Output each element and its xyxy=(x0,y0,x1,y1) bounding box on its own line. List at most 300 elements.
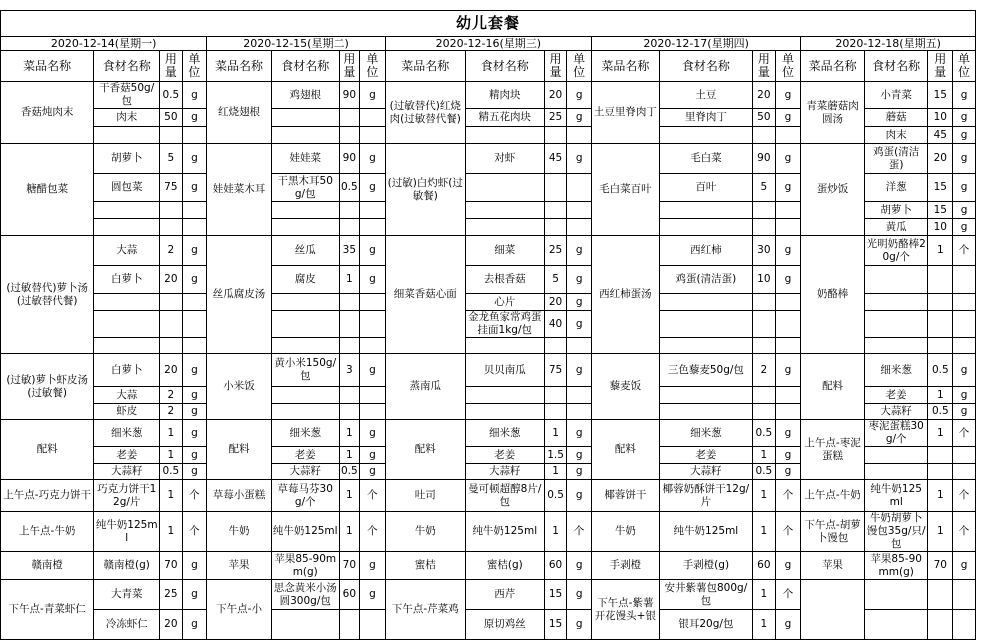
dish-name[interactable]: 配料 xyxy=(1,420,94,480)
ingredient-qty[interactable] xyxy=(753,387,776,404)
ingredient-name[interactable]: 鸡蛋(清洁蛋) xyxy=(864,144,928,174)
ingredient-qty[interactable]: 5 xyxy=(544,266,567,294)
ingredient-unit[interactable] xyxy=(360,610,386,640)
ingredient-name[interactable]: 黄小米150g/包 xyxy=(271,354,339,387)
ingredient-qty[interactable] xyxy=(160,311,183,338)
ingredient-unit[interactable] xyxy=(360,294,386,311)
ingredient-unit[interactable]: 个 xyxy=(182,480,207,512)
ingredient-qty[interactable]: 1 xyxy=(544,464,567,480)
ingredient-name[interactable]: 金龙鱼家常鸡蛋挂面1kg/包 xyxy=(465,311,544,338)
ingredient-qty[interactable] xyxy=(928,447,953,464)
day-date[interactable]: 2020-12-14(星期一) xyxy=(1,37,207,51)
ingredient-name[interactable]: 老姜 xyxy=(271,447,339,464)
ingredient-qty[interactable]: 0.5 xyxy=(339,174,360,202)
ingredient-qty[interactable] xyxy=(753,294,776,311)
dish-name[interactable]: 牛奶 xyxy=(385,512,465,552)
ingredient-unit[interactable] xyxy=(567,219,592,236)
ingredient-name[interactable]: 细米葱 xyxy=(465,420,544,447)
ingredient-qty[interactable]: 15 xyxy=(928,202,953,219)
ingredient-name[interactable] xyxy=(94,219,160,236)
ingredient-name[interactable]: 毛白菜 xyxy=(659,144,752,174)
ingredient-name[interactable] xyxy=(465,387,544,404)
ingredient-unit[interactable] xyxy=(360,109,386,127)
ingredient-unit[interactable]: g xyxy=(182,82,207,109)
ingredient-unit[interactable]: g xyxy=(775,354,801,387)
ingredient-name[interactable]: 细米葱 xyxy=(659,420,752,447)
dish-name[interactable]: 下午点-紫薯开花馒头+银 xyxy=(591,580,659,640)
ingredient-name[interactable]: 细米葱 xyxy=(94,420,160,447)
header-ingredient[interactable]: 食材名称 xyxy=(659,51,752,82)
ingredient-qty[interactable]: 35 xyxy=(339,236,360,266)
dish-name[interactable]: 毛白菜百叶 xyxy=(591,144,659,236)
ingredient-name[interactable] xyxy=(864,311,928,338)
ingredient-name[interactable] xyxy=(465,219,544,236)
ingredient-name[interactable]: 冷冻虾仁 xyxy=(94,610,160,640)
dish-name[interactable]: 红烧翅根 xyxy=(207,82,272,144)
dish-name[interactable]: 丝瓜腐皮汤 xyxy=(207,236,272,354)
dish-name[interactable]: 吐司 xyxy=(385,480,465,512)
ingredient-unit[interactable]: g xyxy=(567,580,592,610)
ingredient-qty[interactable]: 70 xyxy=(160,552,183,580)
dish-name[interactable]: (过敏)白灼虾(过敏餐) xyxy=(385,144,465,236)
ingredient-name[interactable]: 黄瓜 xyxy=(864,219,928,236)
header-qty[interactable]: 用量 xyxy=(928,51,953,82)
ingredient-name[interactable]: 大蒜籽 xyxy=(864,404,928,420)
ingredient-qty[interactable] xyxy=(544,219,567,236)
ingredient-unit[interactable] xyxy=(567,404,592,420)
ingredient-name[interactable]: 老姜 xyxy=(659,447,752,464)
ingredient-name[interactable]: 鸡翅根 xyxy=(271,82,339,109)
ingredient-qty[interactable]: 0.5 xyxy=(160,464,183,480)
ingredient-unit[interactable]: g xyxy=(567,294,592,311)
ingredient-name[interactable]: 干黑木耳50g/包 xyxy=(271,174,339,202)
ingredient-qty[interactable]: 70 xyxy=(339,552,360,580)
ingredient-qty[interactable]: 5 xyxy=(160,144,183,174)
ingredient-unit[interactable]: g xyxy=(567,109,592,127)
dish-name[interactable]: (过敏替代)萝卜汤(过敏替代餐) xyxy=(1,236,94,354)
dish-name[interactable]: 上午点-牛奶 xyxy=(801,480,865,512)
ingredient-qty[interactable]: 60 xyxy=(753,552,776,580)
ingredient-name[interactable] xyxy=(864,580,928,610)
ingredient-name[interactable]: 安井紫薯包800g/包 xyxy=(659,580,752,610)
ingredient-unit[interactable]: g xyxy=(567,311,592,338)
ingredient-qty[interactable]: 5 xyxy=(753,174,776,202)
ingredient-name[interactable]: 肉末 xyxy=(94,109,160,127)
ingredient-unit[interactable]: g xyxy=(775,552,801,580)
ingredient-unit[interactable]: g xyxy=(953,127,976,144)
ingredient-name[interactable] xyxy=(864,464,928,480)
ingredient-name[interactable]: 赣南橙(g) xyxy=(94,552,160,580)
dish-name[interactable]: 西红柿蛋汤 xyxy=(591,236,659,354)
ingredient-unit[interactable] xyxy=(775,219,801,236)
ingredient-qty[interactable]: 1 xyxy=(753,512,776,552)
ingredient-unit[interactable] xyxy=(775,387,801,404)
ingredient-qty[interactable]: 1 xyxy=(160,480,183,512)
ingredient-qty[interactable] xyxy=(544,338,567,354)
dish-name[interactable]: 牛奶 xyxy=(591,512,659,552)
ingredient-name[interactable]: 胡萝卜 xyxy=(94,144,160,174)
ingredient-name[interactable] xyxy=(864,447,928,464)
header-unit[interactable]: 单位 xyxy=(953,51,976,82)
ingredient-unit[interactable] xyxy=(953,338,976,354)
ingredient-name[interactable]: 大青菜 xyxy=(94,580,160,610)
ingredient-qty[interactable]: 1 xyxy=(160,447,183,464)
ingredient-name[interactable]: 大蒜籽 xyxy=(94,464,160,480)
ingredient-qty[interactable]: 15 xyxy=(544,610,567,640)
header-unit[interactable]: 单位 xyxy=(567,51,592,82)
ingredient-unit[interactable]: g xyxy=(567,266,592,294)
ingredient-unit[interactable] xyxy=(953,610,976,640)
ingredient-qty[interactable]: 15 xyxy=(544,580,567,610)
ingredient-name[interactable] xyxy=(864,294,928,311)
ingredient-qty[interactable]: 1 xyxy=(544,512,567,552)
ingredient-name[interactable] xyxy=(271,338,339,354)
ingredient-unit[interactable] xyxy=(360,219,386,236)
ingredient-unit[interactable]: g xyxy=(182,354,207,387)
header-qty[interactable]: 用量 xyxy=(544,51,567,82)
ingredient-name[interactable] xyxy=(271,294,339,311)
ingredient-unit[interactable]: g xyxy=(953,404,976,420)
ingredient-qty[interactable]: 60 xyxy=(339,580,360,610)
dish-name[interactable]: 细菜香菇心面 xyxy=(385,236,465,354)
ingredient-unit[interactable]: g xyxy=(775,420,801,447)
ingredient-name[interactable]: 西芹 xyxy=(465,580,544,610)
dish-name[interactable]: 手剥橙 xyxy=(591,552,659,580)
ingredient-unit[interactable]: g xyxy=(567,420,592,447)
ingredient-qty[interactable] xyxy=(160,294,183,311)
ingredient-name[interactable] xyxy=(659,127,752,144)
ingredient-qty[interactable] xyxy=(339,202,360,219)
ingredient-name[interactable]: 肉末 xyxy=(864,127,928,144)
ingredient-name[interactable]: 大蒜籽 xyxy=(271,464,339,480)
ingredient-unit[interactable] xyxy=(953,294,976,311)
header-ingredient[interactable]: 食材名称 xyxy=(94,51,160,82)
header-ingredient[interactable]: 食材名称 xyxy=(271,51,339,82)
ingredient-qty[interactable]: 1 xyxy=(160,512,183,552)
ingredient-qty[interactable] xyxy=(160,202,183,219)
ingredient-name[interactable]: 腐皮 xyxy=(271,266,339,294)
ingredient-unit[interactable] xyxy=(182,311,207,338)
ingredient-name[interactable] xyxy=(94,127,160,144)
ingredient-name[interactable] xyxy=(864,610,928,640)
ingredient-name[interactable] xyxy=(465,127,544,144)
ingredient-name[interactable]: 纯牛奶125ml xyxy=(864,480,928,512)
ingredient-qty[interactable]: 1 xyxy=(928,387,953,404)
ingredient-unit[interactable]: g xyxy=(360,266,386,294)
ingredient-qty[interactable]: 0.5 xyxy=(753,464,776,480)
ingredient-unit[interactable]: g xyxy=(775,236,801,266)
ingredient-qty[interactable] xyxy=(928,464,953,480)
ingredient-unit[interactable]: g xyxy=(953,387,976,404)
ingredient-name[interactable]: 对虾 xyxy=(465,144,544,174)
ingredient-unit[interactable]: 个 xyxy=(360,480,386,512)
ingredient-qty[interactable]: 1 xyxy=(928,236,953,266)
ingredient-qty[interactable]: 0.5 xyxy=(160,82,183,109)
ingredient-unit[interactable] xyxy=(182,202,207,219)
ingredient-unit[interactable]: 个 xyxy=(360,512,386,552)
dish-name[interactable]: 牛奶 xyxy=(207,512,272,552)
ingredient-unit[interactable]: g xyxy=(953,202,976,219)
ingredient-unit[interactable] xyxy=(567,202,592,219)
ingredient-name[interactable]: 大蒜籽 xyxy=(659,464,752,480)
ingredient-unit[interactable]: g xyxy=(775,266,801,294)
ingredient-name[interactable]: 光明奶酪棒20g/个 xyxy=(864,236,928,266)
ingredient-unit[interactable]: g xyxy=(182,144,207,174)
ingredient-name[interactable]: 牛奶胡萝卜馒包35g/只/包 xyxy=(864,512,928,552)
ingredient-name[interactable] xyxy=(271,311,339,338)
ingredient-qty[interactable]: 0.5 xyxy=(339,464,360,480)
ingredient-name[interactable]: 细米葱 xyxy=(864,354,928,387)
ingredient-name[interactable]: 娃娃菜 xyxy=(271,144,339,174)
dish-name[interactable]: 下午点-胡萝卜馒包 xyxy=(801,512,865,552)
ingredient-unit[interactable] xyxy=(775,127,801,144)
ingredient-qty[interactable] xyxy=(928,580,953,610)
dish-name[interactable]: 下午点-小 xyxy=(207,580,272,640)
ingredient-unit[interactable]: g xyxy=(953,144,976,174)
header-dish[interactable]: 菜品名称 xyxy=(801,51,865,82)
ingredient-name[interactable] xyxy=(465,174,544,202)
ingredient-name[interactable]: 细米葱 xyxy=(271,420,339,447)
ingredient-unit[interactable] xyxy=(953,580,976,610)
ingredient-unit[interactable]: g xyxy=(360,552,386,580)
ingredient-name[interactable]: 原切鸡丝 xyxy=(465,610,544,640)
ingredient-qty[interactable]: 1 xyxy=(928,480,953,512)
ingredient-unit[interactable]: g xyxy=(182,610,207,640)
ingredient-unit[interactable]: 个 xyxy=(775,480,801,512)
ingredient-qty[interactable]: 1 xyxy=(339,420,360,447)
ingredient-unit[interactable]: 个 xyxy=(953,236,976,266)
ingredient-name[interactable] xyxy=(94,202,160,219)
ingredient-name[interactable]: 白萝卜 xyxy=(94,266,160,294)
ingredient-qty[interactable] xyxy=(339,610,360,640)
header-unit[interactable]: 单位 xyxy=(360,51,386,82)
ingredient-unit[interactable] xyxy=(567,387,592,404)
ingredient-qty[interactable] xyxy=(339,109,360,127)
ingredient-unit[interactable] xyxy=(775,404,801,420)
ingredient-name[interactable] xyxy=(659,219,752,236)
ingredient-name[interactable]: 银耳20g/包 xyxy=(659,610,752,640)
ingredient-name[interactable]: 大蒜 xyxy=(94,387,160,404)
ingredient-qty[interactable]: 10 xyxy=(928,219,953,236)
dish-name[interactable]: 配料 xyxy=(801,354,865,420)
ingredient-name[interactable]: 白萝卜 xyxy=(94,354,160,387)
ingredient-qty[interactable]: 3 xyxy=(339,354,360,387)
ingredient-unit[interactable]: g xyxy=(182,420,207,447)
ingredient-unit[interactable] xyxy=(567,174,592,202)
ingredient-unit[interactable]: g xyxy=(567,354,592,387)
ingredient-qty[interactable]: 25 xyxy=(544,236,567,266)
ingredient-name[interactable]: 精肉块 xyxy=(465,82,544,109)
dish-name[interactable]: 椰蓉饼干 xyxy=(591,480,659,512)
header-qty[interactable]: 用量 xyxy=(753,51,776,82)
ingredient-name[interactable]: 土豆 xyxy=(659,82,752,109)
day-date[interactable]: 2020-12-18(星期五) xyxy=(801,37,976,51)
ingredient-qty[interactable] xyxy=(339,387,360,404)
ingredient-name[interactable]: 心片 xyxy=(465,294,544,311)
header-dish[interactable]: 菜品名称 xyxy=(1,51,94,82)
ingredient-qty[interactable]: 45 xyxy=(928,127,953,144)
ingredient-unit[interactable]: g xyxy=(360,354,386,387)
ingredient-qty[interactable]: 1 xyxy=(753,447,776,464)
ingredient-qty[interactable] xyxy=(339,127,360,144)
ingredient-qty[interactable]: 2 xyxy=(160,236,183,266)
ingredient-qty[interactable]: 10 xyxy=(753,266,776,294)
ingredient-name[interactable]: 里脊肉丁 xyxy=(659,109,752,127)
ingredient-name[interactable]: 鸡蛋(清洁蛋) xyxy=(659,266,752,294)
ingredient-unit[interactable]: g xyxy=(775,174,801,202)
ingredient-qty[interactable]: 20 xyxy=(928,144,953,174)
ingredient-qty[interactable] xyxy=(339,294,360,311)
ingredient-name[interactable] xyxy=(271,219,339,236)
ingredient-unit[interactable] xyxy=(360,387,386,404)
ingredient-qty[interactable] xyxy=(928,338,953,354)
ingredient-qty[interactable]: 40 xyxy=(544,311,567,338)
header-qty[interactable]: 用量 xyxy=(339,51,360,82)
ingredient-unit[interactable]: g xyxy=(182,236,207,266)
ingredient-unit[interactable]: g xyxy=(182,174,207,202)
dish-name[interactable]: 上午点-枣泥蛋糕 xyxy=(801,420,865,480)
ingredient-qty[interactable] xyxy=(339,311,360,338)
dish-name[interactable]: 奶酪棒 xyxy=(801,236,865,354)
day-date[interactable]: 2020-12-15(星期二) xyxy=(207,37,386,51)
ingredient-name[interactable]: 草莓马芬30g/个 xyxy=(271,480,339,512)
ingredient-qty[interactable] xyxy=(928,294,953,311)
ingredient-unit[interactable]: g xyxy=(360,144,386,174)
ingredient-name[interactable] xyxy=(271,109,339,127)
ingredient-name[interactable]: 纯牛奶125ml xyxy=(465,512,544,552)
ingredient-unit[interactable]: 个 xyxy=(182,512,207,552)
ingredient-unit[interactable]: g xyxy=(775,109,801,127)
ingredient-name[interactable] xyxy=(465,202,544,219)
ingredient-unit[interactable]: 个 xyxy=(953,420,976,447)
ingredient-unit[interactable] xyxy=(567,338,592,354)
ingredient-qty[interactable]: 20 xyxy=(753,82,776,109)
ingredient-qty[interactable] xyxy=(339,338,360,354)
ingredient-qty[interactable] xyxy=(544,387,567,404)
ingredient-name[interactable] xyxy=(271,404,339,420)
ingredient-unit[interactable] xyxy=(775,294,801,311)
day-date[interactable]: 2020-12-17(星期四) xyxy=(591,37,800,51)
ingredient-name[interactable] xyxy=(659,338,752,354)
ingredient-unit[interactable] xyxy=(775,202,801,219)
ingredient-name[interactable]: 大蒜籽 xyxy=(465,464,544,480)
ingredient-qty[interactable]: 20 xyxy=(160,610,183,640)
ingredient-qty[interactable]: 20 xyxy=(544,294,567,311)
ingredient-unit[interactable]: g xyxy=(182,552,207,580)
ingredient-name[interactable] xyxy=(94,311,160,338)
ingredient-unit[interactable] xyxy=(775,311,801,338)
ingredient-unit[interactable]: g xyxy=(953,174,976,202)
ingredient-unit[interactable]: g xyxy=(953,552,976,580)
ingredient-qty[interactable]: 0.5 xyxy=(753,420,776,447)
ingredient-unit[interactable]: g xyxy=(567,464,592,480)
ingredient-unit[interactable]: g xyxy=(567,610,592,640)
ingredient-qty[interactable] xyxy=(753,127,776,144)
ingredient-unit[interactable] xyxy=(182,127,207,144)
ingredient-qty[interactable] xyxy=(544,404,567,420)
ingredient-name[interactable] xyxy=(659,294,752,311)
ingredient-name[interactable]: 老姜 xyxy=(864,387,928,404)
ingredient-unit[interactable]: g xyxy=(775,464,801,480)
ingredient-name[interactable]: 纯牛奶125ml xyxy=(271,512,339,552)
header-ingredient[interactable]: 食材名称 xyxy=(465,51,544,82)
header-qty[interactable]: 用量 xyxy=(160,51,183,82)
ingredient-qty[interactable]: 15 xyxy=(928,174,953,202)
ingredient-qty[interactable] xyxy=(753,219,776,236)
dish-name[interactable]: 下午点-青菜虾仁 xyxy=(1,580,94,640)
ingredient-unit[interactable]: g xyxy=(775,447,801,464)
ingredient-unit[interactable]: 个 xyxy=(775,580,801,610)
ingredient-qty[interactable]: 1 xyxy=(753,480,776,512)
ingredient-qty[interactable]: 10 xyxy=(928,109,953,127)
ingredient-unit[interactable]: g xyxy=(360,464,386,480)
dish-name[interactable]: 配料 xyxy=(385,420,465,480)
dish-name[interactable]: 苹果 xyxy=(207,552,272,580)
ingredient-qty[interactable] xyxy=(753,404,776,420)
ingredient-name[interactable] xyxy=(465,404,544,420)
ingredient-unit[interactable]: 个 xyxy=(567,512,592,552)
ingredient-name[interactable] xyxy=(94,294,160,311)
ingredient-unit[interactable]: g xyxy=(567,82,592,109)
ingredient-name[interactable] xyxy=(659,404,752,420)
ingredient-qty[interactable]: 1 xyxy=(544,420,567,447)
ingredient-name[interactable]: 蜜桔(g) xyxy=(465,552,544,580)
ingredient-qty[interactable]: 75 xyxy=(544,354,567,387)
ingredient-qty[interactable] xyxy=(544,202,567,219)
header-unit[interactable]: 单位 xyxy=(775,51,801,82)
ingredient-unit[interactable]: g xyxy=(775,82,801,109)
ingredient-qty[interactable] xyxy=(928,266,953,294)
ingredient-qty[interactable]: 1 xyxy=(339,266,360,294)
ingredient-unit[interactable]: g xyxy=(567,480,592,512)
ingredient-unit[interactable]: g xyxy=(953,354,976,387)
header-ingredient[interactable]: 食材名称 xyxy=(864,51,928,82)
ingredient-unit[interactable] xyxy=(775,338,801,354)
ingredient-name[interactable]: 西红柿 xyxy=(659,236,752,266)
dish-name[interactable]: 苹果 xyxy=(801,552,865,580)
dish-name[interactable]: 赣南橙 xyxy=(1,552,94,580)
dish-name[interactable]: 土豆里脊肉丁 xyxy=(591,82,659,144)
ingredient-qty[interactable]: 1 xyxy=(160,420,183,447)
ingredient-unit[interactable] xyxy=(953,464,976,480)
ingredient-name[interactable] xyxy=(271,127,339,144)
ingredient-unit[interactable]: g xyxy=(360,420,386,447)
ingredient-qty[interactable] xyxy=(753,311,776,338)
ingredient-qty[interactable]: 1.5 xyxy=(544,447,567,464)
ingredient-name[interactable] xyxy=(659,387,752,404)
ingredient-qty[interactable]: 20 xyxy=(160,266,183,294)
ingredient-name[interactable] xyxy=(659,202,752,219)
ingredient-qty[interactable] xyxy=(160,338,183,354)
ingredient-name[interactable]: 大蒜 xyxy=(94,236,160,266)
ingredient-qty[interactable]: 20 xyxy=(544,82,567,109)
ingredient-name[interactable] xyxy=(271,610,339,640)
ingredient-name[interactable]: 枣泥蛋糕30g/个 xyxy=(864,420,928,447)
ingredient-name[interactable]: 蘑菇 xyxy=(864,109,928,127)
day-date[interactable]: 2020-12-16(星期三) xyxy=(385,37,591,51)
ingredient-name[interactable]: 洋葱 xyxy=(864,174,928,202)
ingredient-name[interactable]: 曼可顿超醇8片/包 xyxy=(465,480,544,512)
dish-name[interactable]: 上午点-牛奶 xyxy=(1,512,94,552)
dish-name[interactable]: (过敏)萝卜虾皮汤(过敏餐) xyxy=(1,354,94,420)
ingredient-name[interactable]: 圆包菜 xyxy=(94,174,160,202)
dish-name[interactable]: 蜜桔 xyxy=(385,552,465,580)
ingredient-unit[interactable] xyxy=(182,219,207,236)
dish-name[interactable]: (过敏替代)红烧肉(过敏替代餐) xyxy=(385,82,465,144)
dish-name[interactable]: 蒸南瓜 xyxy=(385,354,465,420)
ingredient-unit[interactable]: g xyxy=(182,464,207,480)
ingredient-qty[interactable]: 2 xyxy=(160,404,183,420)
